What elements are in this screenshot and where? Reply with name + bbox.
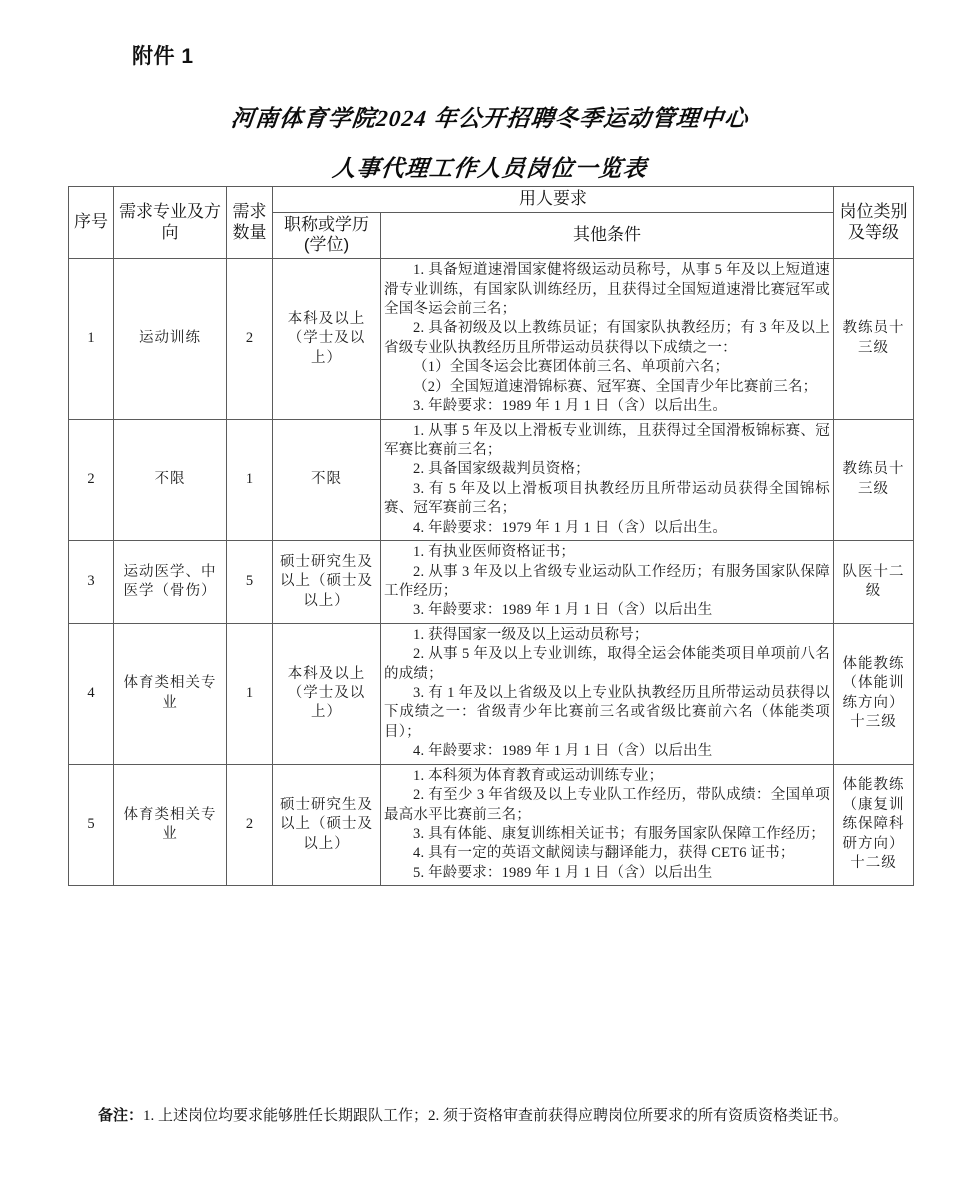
condition-line: （1）全国冬运会比赛团体前三名、单项前六名； — [413, 359, 730, 376]
column-header-requirement-group: 用人要求 — [273, 187, 834, 213]
document-title-line-1: 河南体育学院2024 年公开招聘冬季运动管理中心 — [229, 106, 750, 131]
cell-education: 硕士研究生及以上（硕士及以上） — [273, 541, 381, 624]
cell-education: 硕士研究生及以上（硕士及以上） — [273, 764, 381, 886]
column-header-category: 岗位类别及等级 — [834, 187, 914, 259]
table-header — [69, 187, 914, 259]
condition-line: 1. 本科须为体育教育或运动训练专业； — [413, 767, 664, 784]
cell-major: 运动医学、中医学（骨伤） — [114, 541, 227, 624]
cell-major: 不限 — [114, 419, 227, 541]
condition-line: 4. 具有一定的英语文献阅读与翻译能力，获得 CET6 证书； — [413, 845, 795, 862]
cell-major: 体育类相关专业 — [114, 764, 227, 886]
cell-category: 体能教练（康复训练保障科研方向）十二级 — [834, 764, 914, 886]
table-header-row-1 — [69, 187, 914, 213]
condition-line: （2）全国短道速滑锦标赛、冠军赛、全国青少年比赛前三名； — [413, 378, 818, 395]
column-header-quantity: 需求数量 — [227, 187, 273, 259]
condition-line: 2. 从事 5 年及以上专业训练，取得全运会体能类项目单项前八名的成绩； — [384, 646, 830, 682]
condition-line: 1. 有执业医师资格证书； — [413, 544, 576, 561]
table-note — [98, 1104, 898, 1128]
cell-other-conditions — [381, 541, 834, 624]
note-text: 1. 上述岗位均要求能够胜任长期跟队工作；2. 须于资格审查前获得应聘岗位所要求的所有资质资格类证书。 — [143, 1108, 849, 1124]
note-lead: 备注： — [98, 1108, 144, 1124]
condition-line: 4. 年龄要求：1989 年 1 月 1 日（含）以后出生 — [413, 743, 713, 760]
condition-line: 2. 具备初级及以上教练员证；有国家队执教经历；有 3 年及以上省级专业队执教经历且所带运动员获得以下成绩之一： — [384, 320, 830, 356]
condition-line: 2. 具备国家级裁判员资格； — [413, 461, 590, 478]
cell-major: 体育类相关专业 — [114, 623, 227, 764]
cell-other-conditions — [381, 764, 834, 886]
attachment-label: 附件 1 — [132, 45, 194, 68]
condition-line: 1. 获得国家一级及以上运动员称号； — [413, 626, 649, 643]
cell-category: 体能教练（体能训练方向）十三级 — [834, 623, 914, 764]
cell-education: 本科及以上（学士及以上） — [273, 259, 381, 419]
condition-line: 1. 具备短道速滑国家健将级运动员称号，从事 5 年及以上短道速滑专业训练，有国家队训练经历，且获得过全国短道速滑比赛冠军或全国冬运会前三名； — [384, 262, 830, 318]
cell-other-conditions — [381, 623, 834, 764]
cell-no: 5 — [69, 764, 114, 886]
cell-quantity: 5 — [227, 541, 273, 624]
condition-line: 2. 从事 3 年及以上省级专业运动队工作经历；有服务国家队保障工作经历； — [384, 563, 830, 599]
condition-line: 4. 年龄要求：1979 年 1 月 1 日（含）以后出生。 — [413, 519, 728, 536]
cell-no: 4 — [69, 623, 114, 764]
cell-education: 本科及以上（学士及以上） — [273, 623, 381, 764]
cell-no: 3 — [69, 541, 114, 624]
cell-no: 1 — [69, 259, 114, 419]
cell-no: 2 — [69, 419, 114, 541]
cell-category: 队医十二级 — [834, 541, 914, 624]
table-row — [69, 623, 914, 764]
condition-line: 3. 具有体能、康复训练相关证书；有服务国家队保障工作经历； — [413, 826, 825, 843]
condition-line: 1. 从事 5 年及以上滑板专业训练，且获得过全国滑板锦标赛、冠军赛比赛前三名； — [384, 422, 830, 458]
condition-line: 3. 有 1 年及以上省级及以上专业队执教经历且所带运动员获得以下成绩之一：省级青少年比赛前三名或省级比赛前六名（体能类项目）； — [384, 685, 830, 740]
table-row — [69, 419, 914, 541]
table-row — [69, 259, 914, 419]
condition-line: 3. 年龄要求：1989 年 1 月 1 日（含）以后出生 — [413, 602, 713, 619]
jobs-table-container — [68, 186, 913, 886]
table-row — [69, 541, 914, 624]
cell-quantity: 2 — [227, 259, 273, 419]
document-title-line-2: 人事代理工作人员岗位一览表 — [331, 156, 649, 181]
column-header-major: 需求专业及方向 — [114, 187, 227, 259]
condition-line: 3. 有 5 年及以上滑板项目执教经历且所带运动员获得全国锦标赛、冠军赛前三名； — [384, 480, 830, 517]
cell-other-conditions — [381, 259, 834, 419]
column-header-no: 序号 — [69, 187, 114, 259]
column-header-other-conditions: 其他条件 — [381, 212, 834, 258]
table-body — [69, 259, 914, 886]
condition-line: 5. 年龄要求：1989 年 1 月 1 日（含）以后出生 — [413, 864, 713, 881]
condition-line: 3. 年龄要求：1989 年 1 月 1 日（含）以后出生。 — [413, 398, 728, 415]
cell-other-conditions — [381, 419, 834, 541]
cell-category: 教练员十三级 — [834, 259, 914, 419]
condition-line: 2. 有至少 3 年省级及以上专业队工作经历，带队成绩：全国单项最高水平比赛前三名； — [384, 787, 830, 823]
column-header-education: 职称或学历(学位) — [273, 212, 381, 258]
cell-quantity: 2 — [227, 764, 273, 886]
cell-category: 教练员十三级 — [834, 419, 914, 541]
cell-quantity: 1 — [227, 623, 273, 764]
table-row — [69, 764, 914, 886]
cell-quantity: 1 — [227, 419, 273, 541]
cell-education: 不限 — [273, 419, 381, 541]
jobs-table — [68, 186, 914, 886]
cell-major: 运动训练 — [114, 259, 227, 419]
